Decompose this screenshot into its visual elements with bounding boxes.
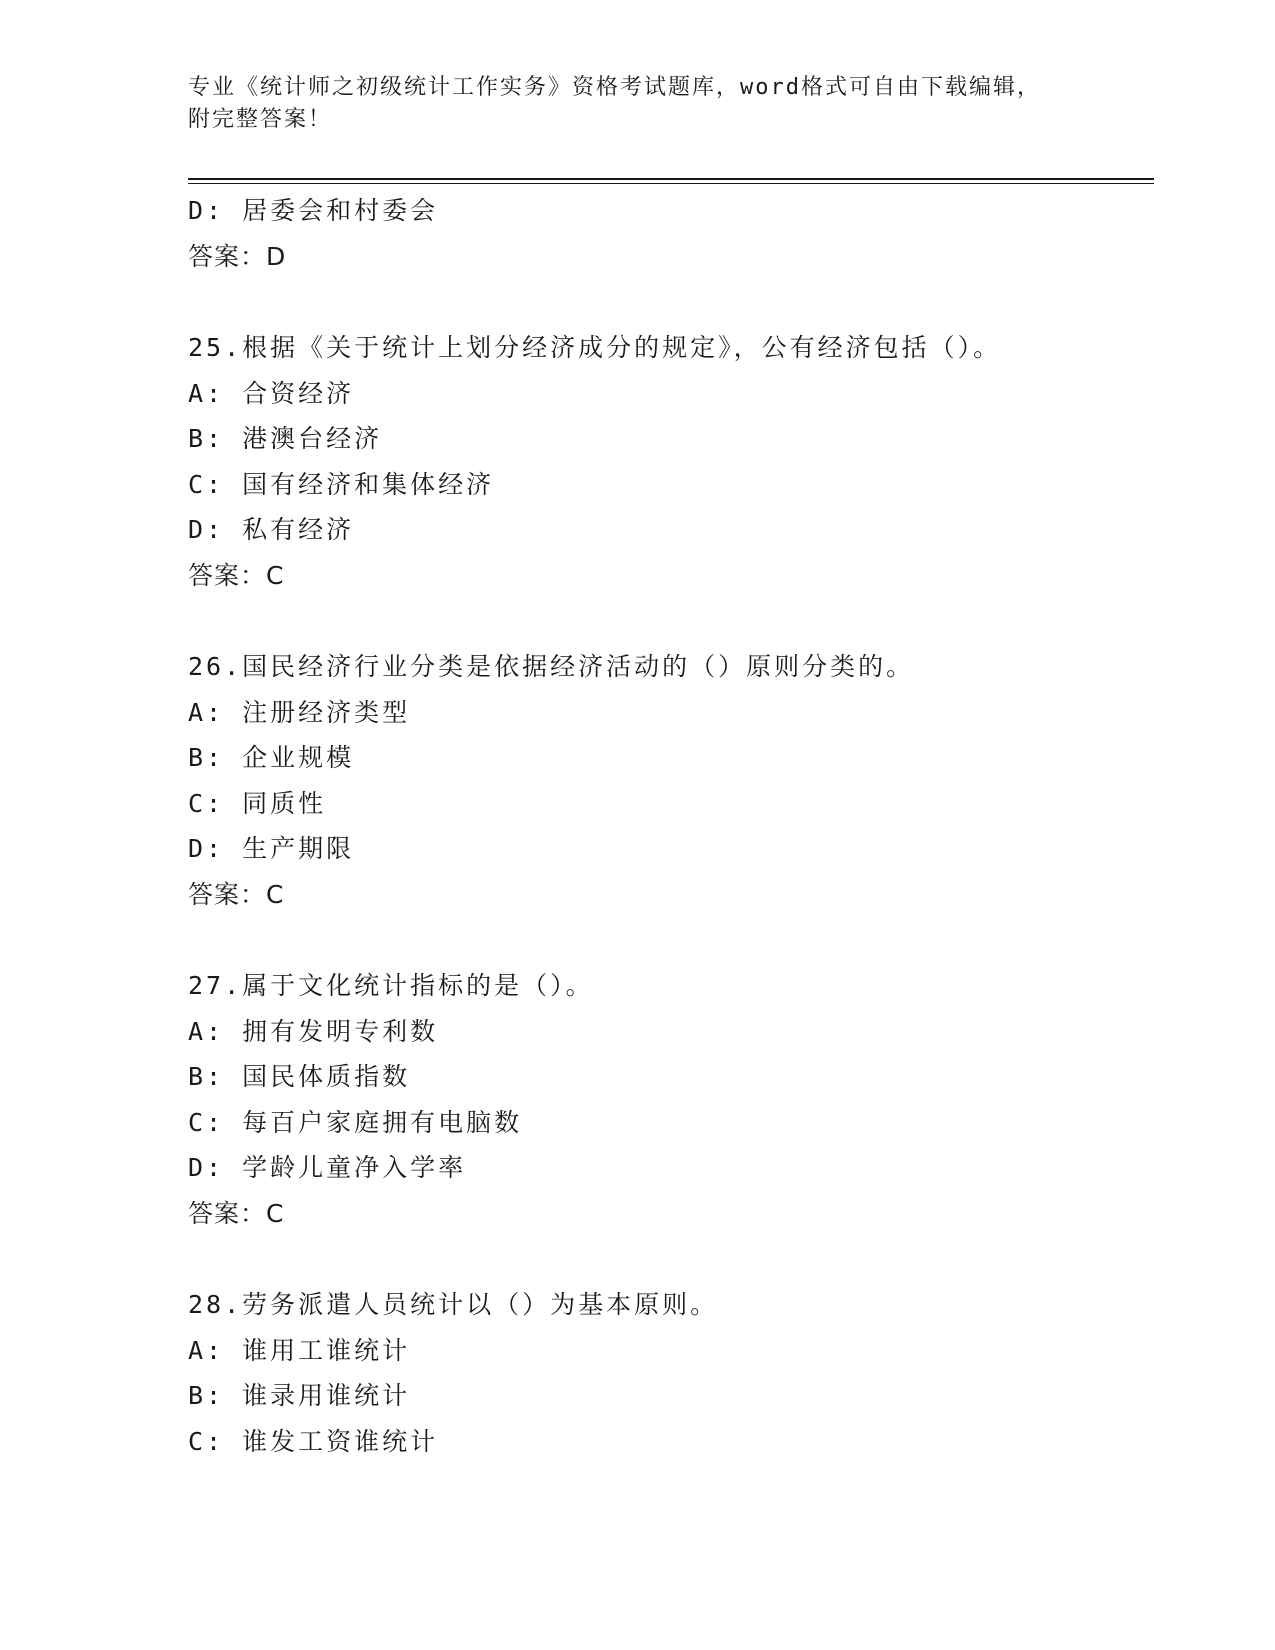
header-divider-thick: [188, 178, 1154, 180]
answer-line: 答案：D: [188, 241, 287, 271]
option-a: A: 合资经济: [188, 378, 355, 408]
question-list: [188, 188, 1154, 1464]
page-header: [188, 72, 1088, 136]
question-stem: 28.劳务派遣人员统计以（）为基本原则。: [188, 1290, 719, 1319]
question-block-28: [188, 1282, 1154, 1464]
answer-line: 答案：C: [188, 879, 285, 909]
spacer: [188, 1236, 1154, 1282]
spacer: [188, 279, 1154, 325]
option-b: B: 企业规模: [188, 743, 355, 772]
answer-line: 答案：C: [188, 1198, 285, 1228]
option-a: A: 拥有发明专利数: [188, 1016, 439, 1046]
question-block-27: [188, 963, 1154, 1236]
question-block-24-tail: [188, 188, 1154, 279]
option-d: D: 学龄儿童净入学率: [188, 1153, 467, 1182]
option-d: D: 私有经济: [188, 515, 355, 544]
question-stem: 27.属于文化统计指标的是（）。: [188, 971, 594, 1000]
option-c: C: 每百户家庭拥有电脑数: [188, 1107, 523, 1137]
header-divider-thin: [188, 183, 1154, 184]
question-block-25: [188, 325, 1154, 598]
option-b: B: 港澳台经济: [188, 424, 383, 453]
spacer: [188, 598, 1154, 644]
answer-line: 答案：C: [188, 560, 285, 590]
option-d: D: 居委会和村委会: [188, 196, 439, 225]
question-block-26: [188, 644, 1154, 917]
question-stem: 26.国民经济行业分类是依据经济活动的（）原则分类的。: [188, 652, 915, 681]
option-d: D: 生产期限: [188, 834, 355, 863]
option-b: B: 国民体质指数: [188, 1062, 411, 1091]
question-stem: 25.根据《关于统计上划分经济成分的规定》，公有经济包括（）。: [188, 333, 1002, 362]
option-c: C: 同质性: [188, 788, 327, 818]
option-c: C: 谁发工资谁统计: [188, 1426, 439, 1456]
option-a: A: 注册经济类型: [188, 697, 411, 727]
option-c: C: 国有经济和集体经济: [188, 469, 495, 499]
option-b: B: 谁录用谁统计: [188, 1381, 411, 1410]
header-line-1: 专业《统计师之初级统计工作实务》资格考试题库，word格式可自由下载编辑，: [188, 75, 1041, 100]
header-line-2: 附完整答案！: [188, 107, 333, 132]
option-a: A: 谁用工谁统计: [188, 1335, 411, 1365]
spacer: [188, 917, 1154, 963]
